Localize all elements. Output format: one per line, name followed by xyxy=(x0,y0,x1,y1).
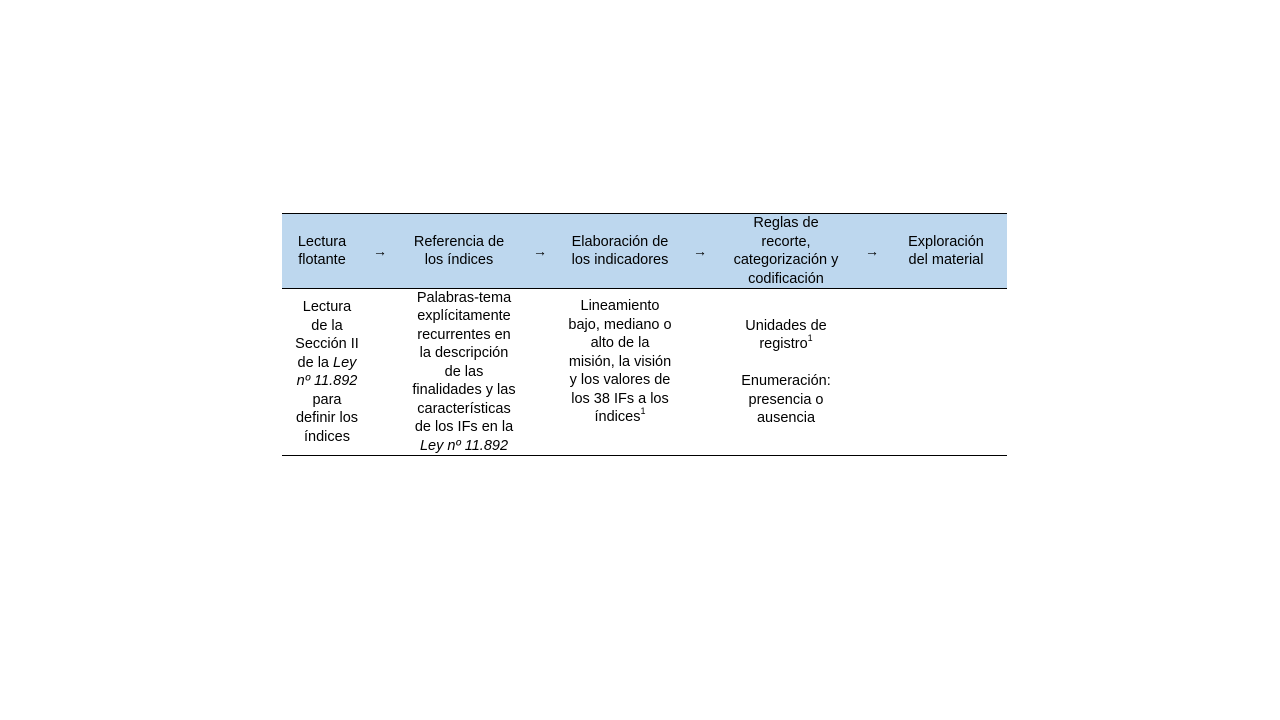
header-referencia-indices: Referencia de los índices xyxy=(413,233,505,268)
cell-unidades-registro xyxy=(714,289,858,455)
footnote-marker: 1 xyxy=(807,333,813,344)
cell-text: ausencia xyxy=(756,410,816,426)
cell-text: para definir los índices xyxy=(295,391,359,445)
cell-text: Lectura de la Sección II de la xyxy=(295,299,359,371)
header-exploracion-material: Exploración del material xyxy=(908,233,984,268)
table-bottom-rule xyxy=(282,455,1007,456)
arrow-icon: → xyxy=(533,242,547,259)
arrow-icon: → xyxy=(373,242,387,259)
header-lectura-flotante: Lectura flotante xyxy=(297,233,347,268)
arrow-icon: → xyxy=(865,242,879,259)
header-reglas-recorte: Reglas de recorte, categorización y codificación xyxy=(733,215,839,287)
arrow-icon: → xyxy=(693,242,707,259)
header-elaboracion-indicadores: Elaboración de los indicadores xyxy=(571,233,669,268)
cell-text: Lineamiento bajo, mediano o alto de la misión, la visión y los valores de los 38 IFs a los índices xyxy=(568,298,672,425)
law-reference-italic: Ley nº 11.892 xyxy=(419,437,509,454)
cell-text: presencia o xyxy=(748,391,824,408)
law-number-italic: nº 11.892 xyxy=(296,373,358,389)
cell-palabras-tema xyxy=(394,289,534,455)
methodology-table xyxy=(282,213,1007,456)
cell-text: Enumeración: xyxy=(741,373,831,389)
cell-text: Palabras-tema explícitamente recurrentes en la descripción de las finalidades y las características de los IFs en la xyxy=(412,289,516,436)
cell-lectura-seccion xyxy=(282,289,372,455)
law-name-italic: Ley xyxy=(333,354,357,371)
cell-text: Unidades de xyxy=(745,317,827,334)
footnote-marker: 1 xyxy=(640,406,646,417)
cell-lineamiento xyxy=(552,289,688,455)
cell-text: registro xyxy=(759,336,808,352)
